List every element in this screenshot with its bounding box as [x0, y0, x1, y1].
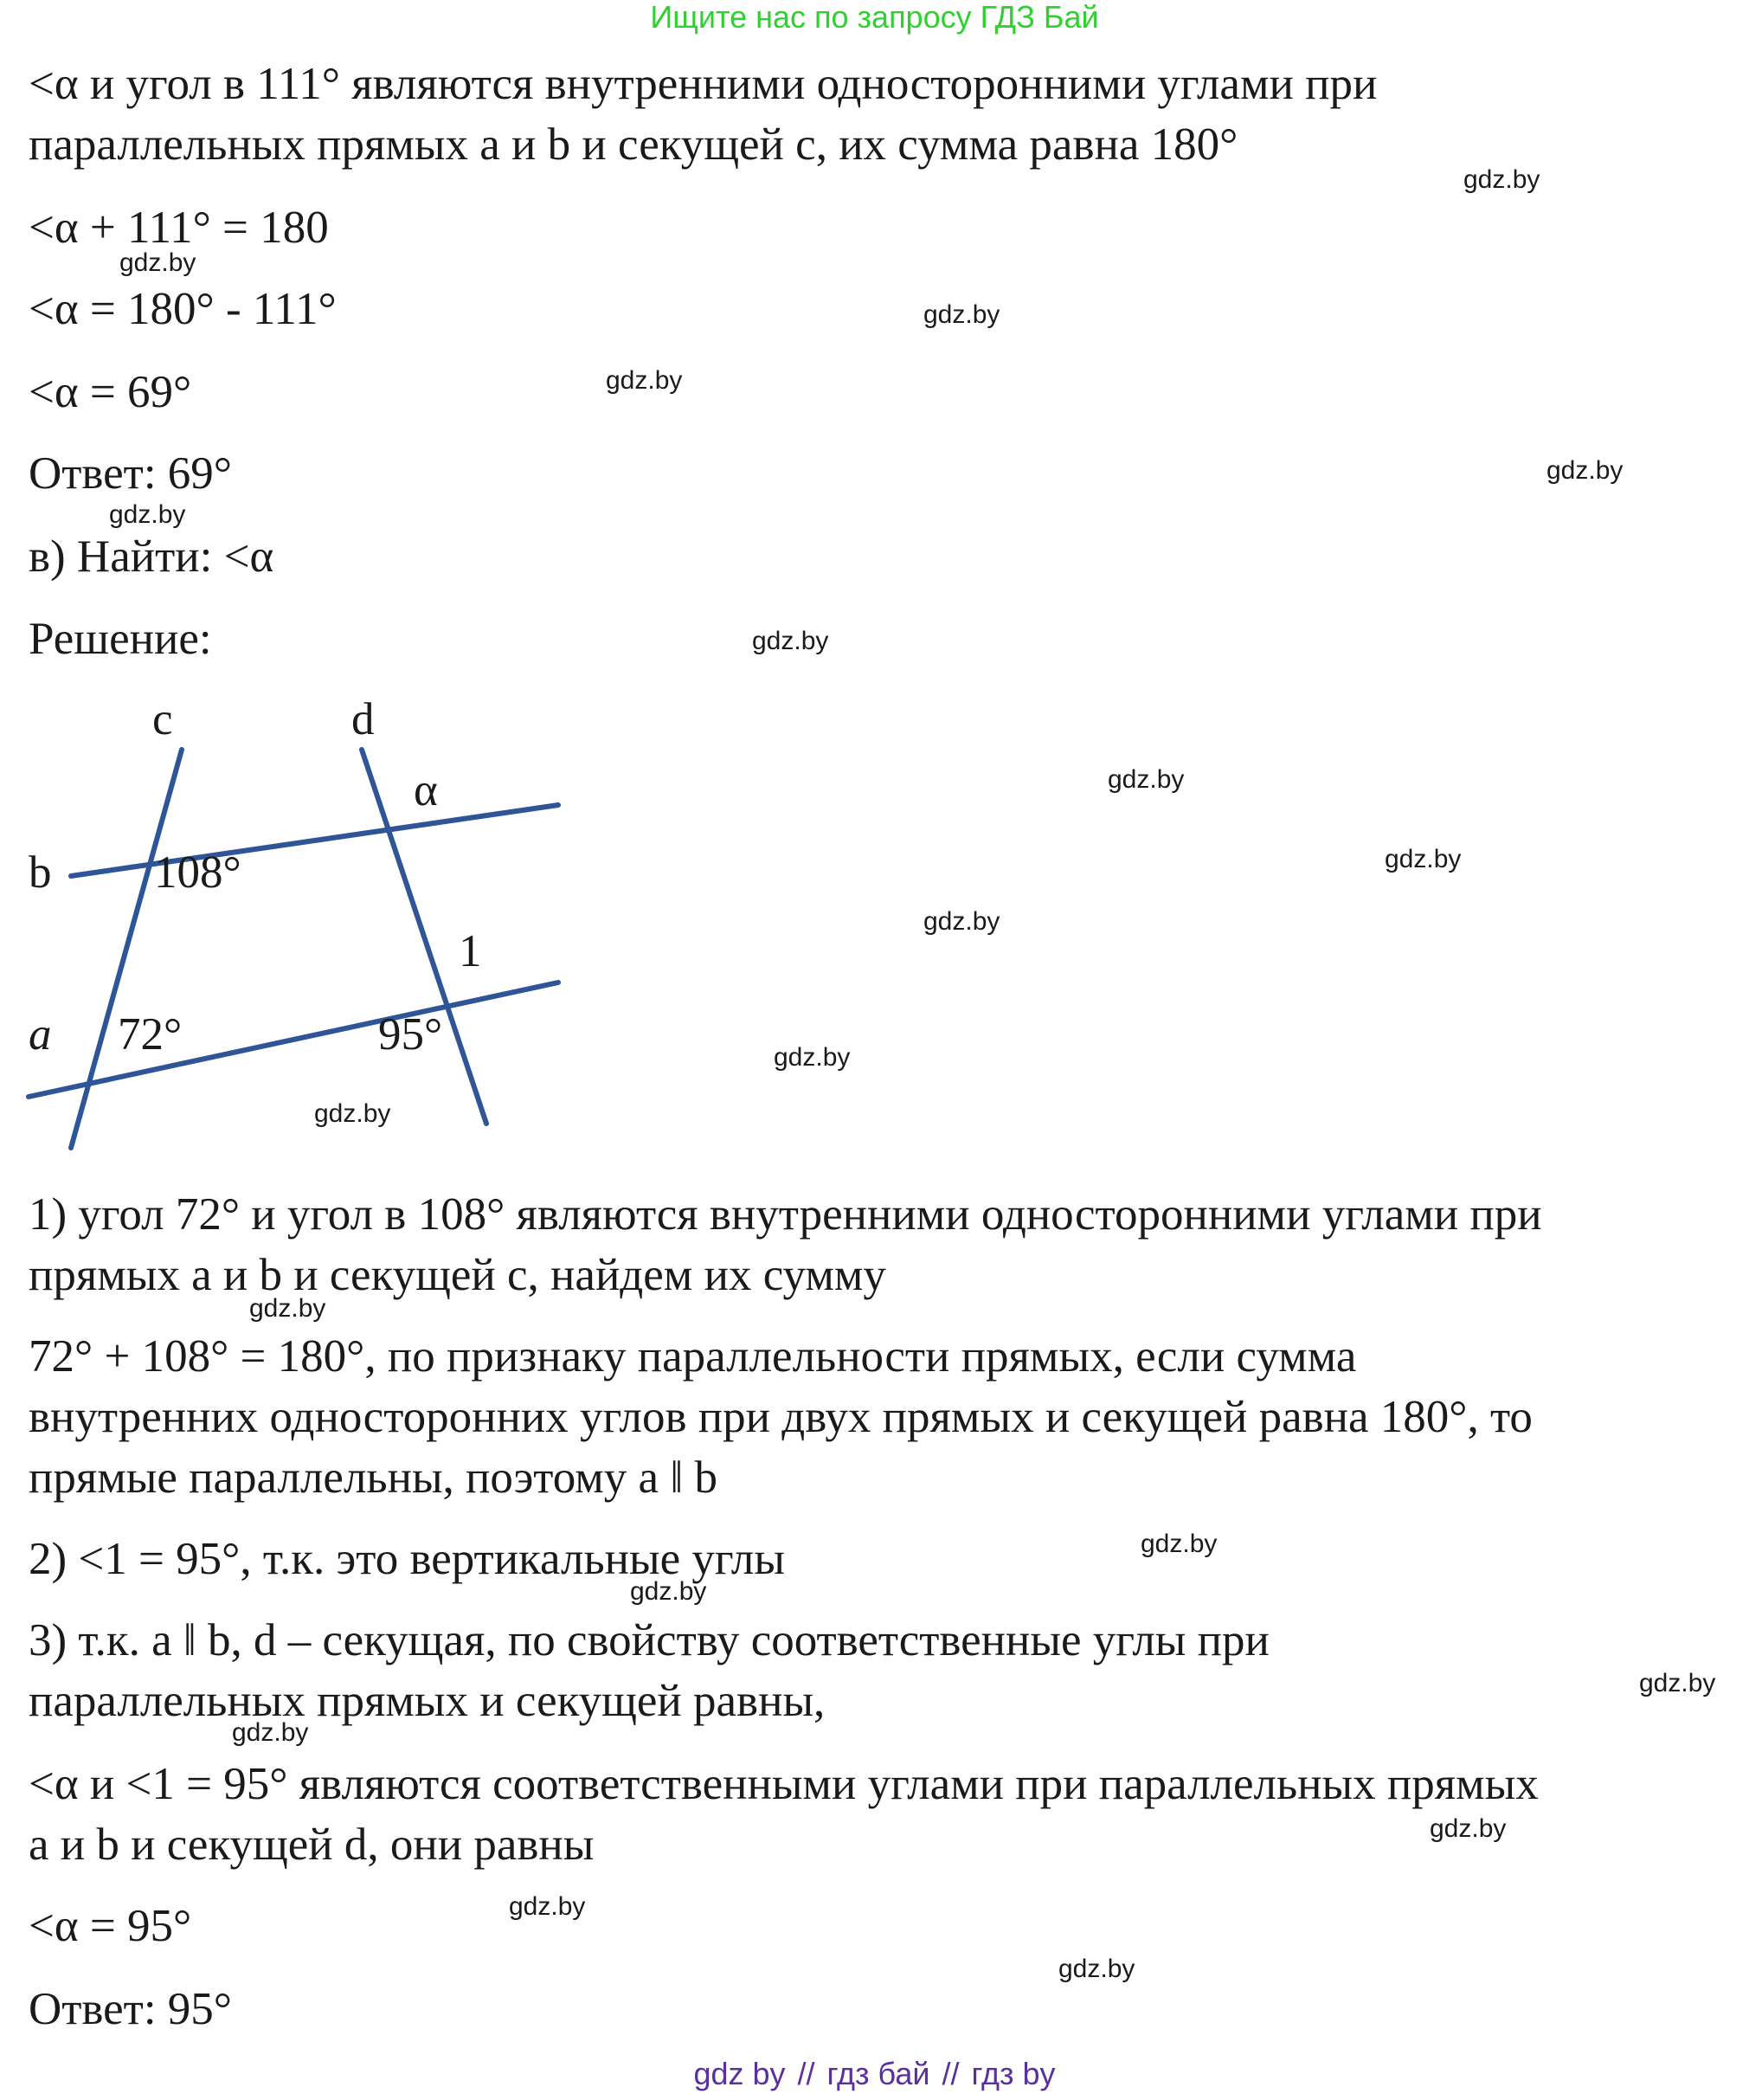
text-line-15: 3) т.к. a ǁ b, d – секущая, по свойству соответственные углы при	[29, 1615, 1270, 1665]
diagram-label-72: 72°	[118, 1009, 183, 1060]
text-line-13: прямые параллельны, поэтому a ǁ b	[29, 1453, 717, 1503]
text-line-2: параллельных прямых a и b и секущей c, их сумма равна 180°	[29, 119, 1238, 170]
watermark: gdz.by	[630, 1577, 707, 1606]
text-line-5: <α = 69°	[29, 367, 192, 417]
diagram-label-95: 95°	[378, 1009, 443, 1060]
text-line-6: Ответ: 69°	[29, 448, 233, 499]
text-line-16: параллельных прямых и секущей равны,	[29, 1676, 826, 1726]
text-line-14: 2) <1 = 95°, т.к. это вертикальные углы	[29, 1534, 785, 1584]
watermark: gdz.by	[1058, 1955, 1135, 1983]
text-line-20: Ответ: 95°	[29, 1984, 233, 2034]
watermark: gdz.by	[509, 1892, 586, 1921]
footer-link-gdz-bai[interactable]: гдз бай	[826, 2056, 930, 2091]
watermark: gdz.by	[314, 1099, 391, 1128]
watermark: gdz.by	[774, 1043, 851, 1072]
watermark: gdz.by	[1385, 845, 1462, 873]
watermark: gdz.by	[1463, 165, 1540, 194]
text-line-9: 1) угол 72° и угол в 108° являются внутренними односторонними углами при	[29, 1189, 1542, 1240]
diagram-label-d: d	[351, 694, 375, 744]
diagram-label-b: b	[29, 847, 52, 898]
line-c	[71, 750, 182, 1148]
watermark: gdz.by	[109, 500, 186, 529]
text-line-8: Решение:	[29, 614, 212, 664]
watermark: gdz.by	[119, 248, 196, 277]
text-line-3: <α + 111° = 180	[29, 203, 329, 253]
text-line-7: в) Найти: <α	[29, 531, 274, 582]
watermark: gdz.by	[752, 627, 829, 655]
text-line-1: <α и угол в 111° являются внутренними односторонними углами при	[29, 59, 1378, 109]
text-line-12: внутренних односторонних углов при двух прямых и секущей равна 180°, то	[29, 1392, 1533, 1442]
top-banner: Ищите нас по запросу ГДЗ Бай	[650, 0, 1099, 35]
watermark: gdz.by	[923, 300, 1000, 329]
text-line-4: <α = 180° - 111°	[29, 284, 337, 334]
watermark: gdz.by	[1639, 1669, 1716, 1697]
text-line-10: прямых a и b и секущей c, найдем их сумму	[29, 1250, 886, 1300]
line-a	[29, 982, 558, 1097]
diagram-label-108: 108°	[154, 847, 241, 898]
text-line-19: <α = 95°	[29, 1901, 192, 1951]
text-line-11: 72° + 108° = 180°, по признаку параллельности прямых, если сумма	[29, 1331, 1357, 1382]
footer-link-gdz-by[interactable]: gdz by	[693, 2056, 786, 2091]
watermark: gdz.by	[1546, 456, 1624, 485]
watermark: gdz.by	[1108, 765, 1185, 794]
watermark: gdz.by	[1430, 1814, 1507, 1843]
footer-separator: //	[797, 2056, 815, 2091]
footer-link-gdz-by-cyr[interactable]: гдз by	[971, 2056, 1056, 2091]
diagram-label-1: 1	[459, 926, 482, 976]
watermark: gdz.by	[249, 1294, 326, 1323]
watermark: gdz.by	[1141, 1530, 1218, 1558]
diagram-label-a: a	[29, 1009, 52, 1060]
watermark: gdz.by	[923, 907, 1000, 936]
watermark: gdz.by	[606, 366, 683, 395]
diagram-label-c: c	[152, 694, 173, 744]
watermark: gdz.by	[232, 1718, 309, 1747]
text-line-17: <α и <1 = 95° являются соответственными углами при параллельных прямых	[29, 1759, 1539, 1809]
footer-separator: //	[942, 2056, 960, 2091]
text-line-18: a и b и секущей d, они равны	[29, 1820, 595, 1870]
footer	[0, 2057, 1749, 2091]
diagram-label-alpha: α	[414, 765, 438, 815]
line-b	[71, 805, 558, 876]
geometry-diagram	[0, 675, 606, 1160]
